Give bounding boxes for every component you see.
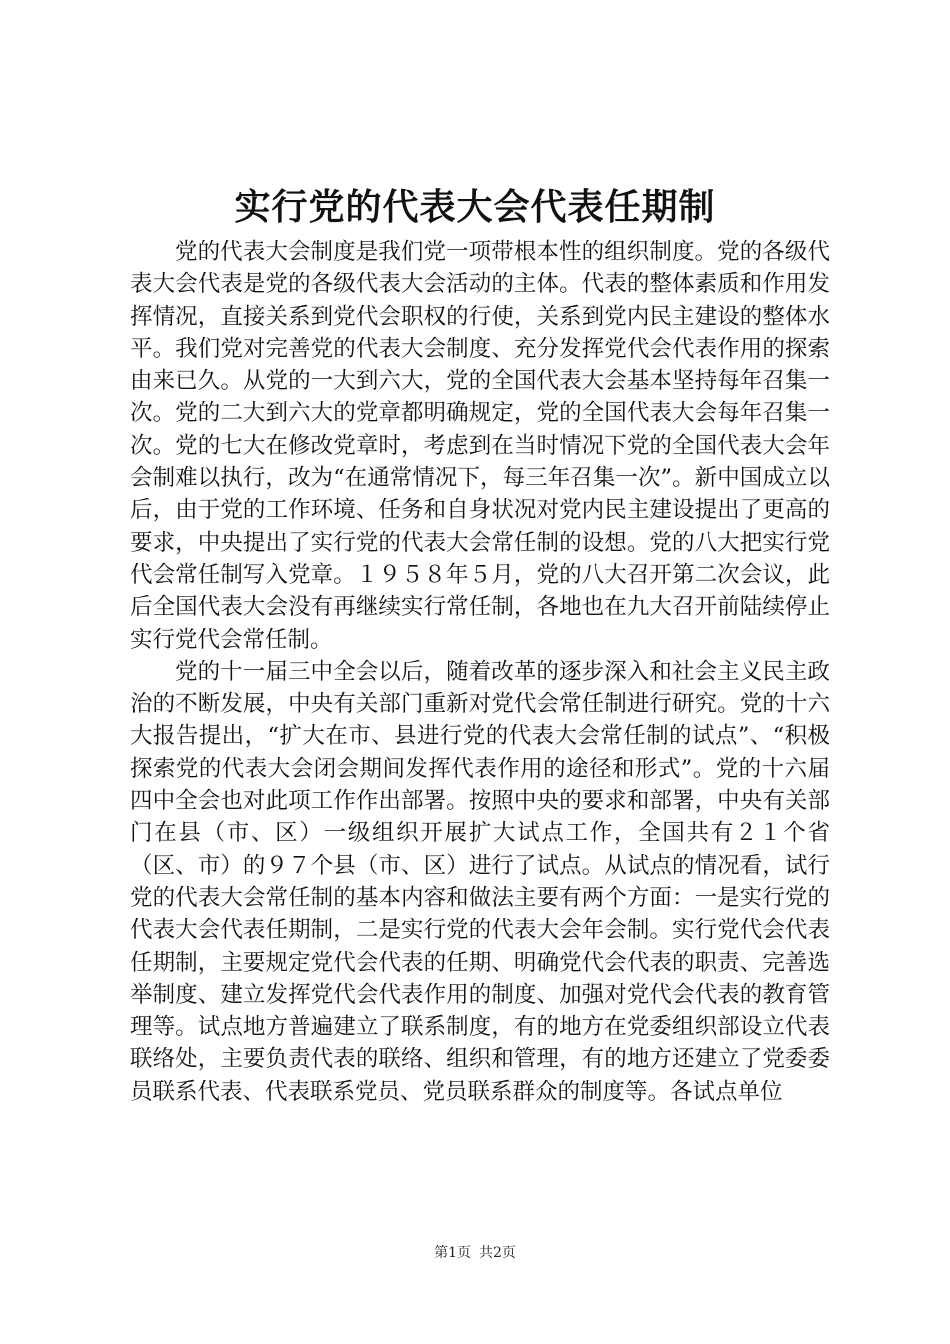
page-total: 共2页 [479, 1245, 516, 1261]
body-paragraph: 党的十一届三中全会以后，随着改革的逐步深入和社会主义民主政治的不断发展，中央有关部门重新对党代会常任制进行研究。党的十六大报告提出，“扩大在市、县进行党的代表大会常任制的试点”、“积极探索党的代表大会闭会期间发挥代表作用的途径和形式”。党的十六届四中全会也对此项工作作出部署。按照中央的要求和部署，中央有关部门在县（市、区）一级组织开展扩大试点工作，全国共有２１个省（区、市）的９７个县（市、区）进行了试点。从试点的情况看，试行党的代表大会常任制的基本内容和做法主要有两个方面：一是实行党的代表大会代表任期制，二是实行党的代表大会年会制。实行党代会代表任期制，主要规定党代会代表的任期、明确党代会代表的职责、完善选举制度、建立发挥党代会代表作用的制度、加强对党代会代表的教育管理等。试点地方普遍建立了联系制度，有的地方在党委组织部设立代表联络处，主要负责代表的联络、组织和管理，有的地方还建立了党委委员联系代表、代表联系党员、党员联系群众的制度等。各试点单位 [130, 658, 830, 1105]
document-title: 实行党的代表大会代表任期制 [234, 187, 716, 228]
page-number: 第1页 [434, 1245, 471, 1261]
body-paragraph: 党的代表大会制度是我们党一项带根本性的组织制度。党的各级代表大会代表是党的各级代表大会活动的主体。代表的整体素质和作用发挥情况，直接关系到党代会职权的行使，关系到党内民主建设的整体水平。我们党对完善党的代表大会制度、充分发挥党代会代表作用的探索由来已久。从党的一大到六大，党的全国代表大会基本坚持每年召集一次。党的二大到六大的党章都明确规定，党的全国代表大会每年召集一次。党的七大在修改党章时，考虑到在当时情况下党的全国代表大会年会制难以执行，改为“在通常情况下，每三年召集一次”。新中国成立以后，由于党的工作环境、任务和自身状况对党内民主建设提出了更高的要求，中央提出了实行党的代表大会常任制的设想。党的八大把实行党代会常任制写入党章。１９５８年５月，党的八大召开第二次会议，此后全国代表大会没有再继续实行常任制，各地也在九大召开前陆续停止实行党代会常任制。 [130, 239, 830, 653]
page-footer [0, 1243, 950, 1263]
document-body [130, 236, 830, 1108]
